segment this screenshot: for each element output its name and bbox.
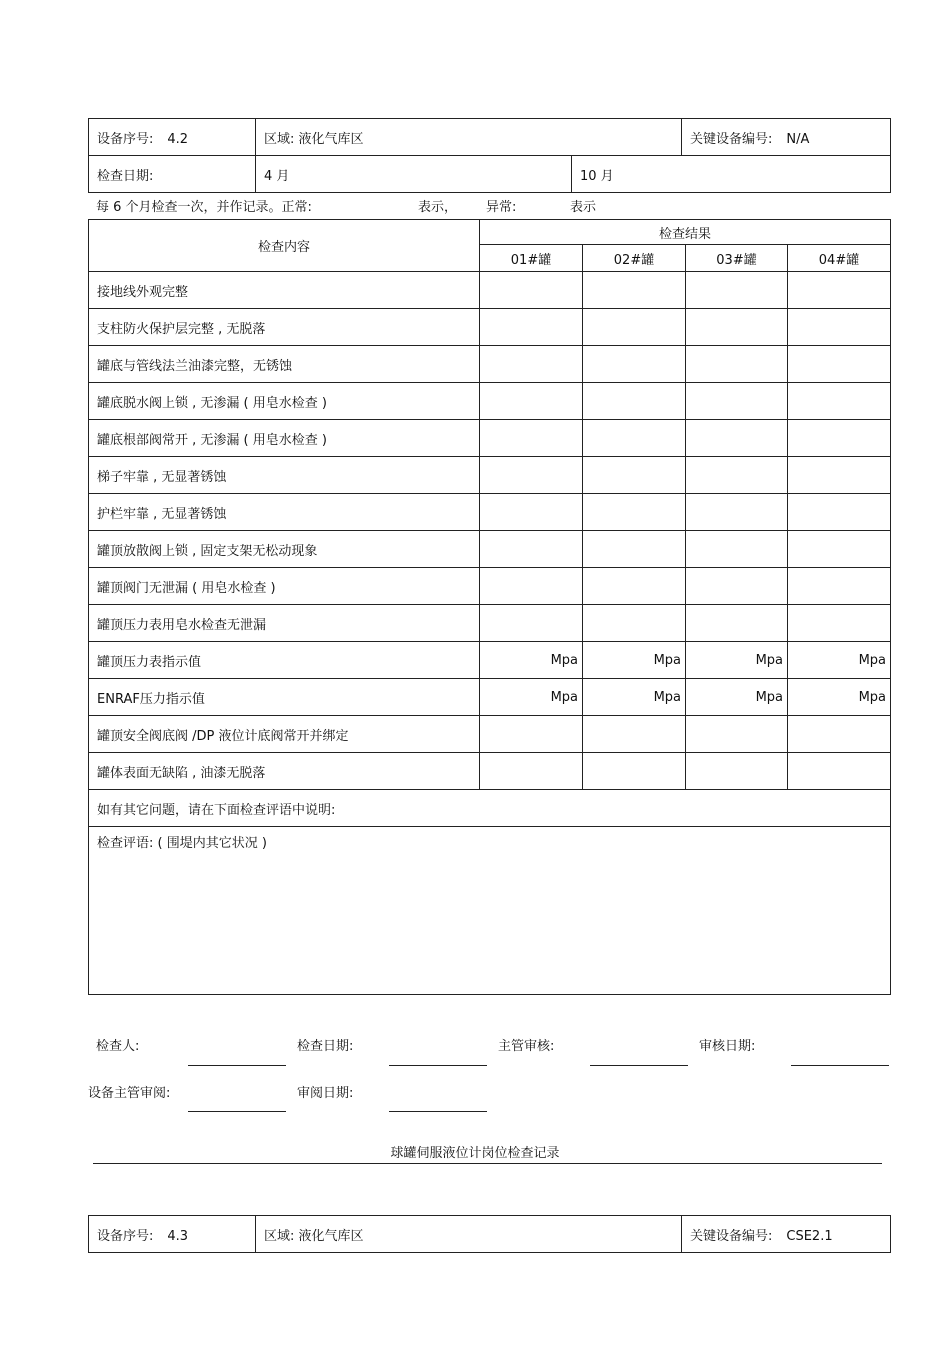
result-cell[interactable] bbox=[480, 605, 583, 642]
comments-label: 检查评语: ( 围堤内其它状况 ) bbox=[97, 836, 267, 851]
result-cell[interactable] bbox=[583, 346, 686, 383]
comments-box[interactable] bbox=[89, 827, 891, 995]
result-cell[interactable] bbox=[788, 716, 891, 753]
result-cell[interactable] bbox=[686, 494, 788, 531]
table-row bbox=[89, 679, 891, 716]
device-no-label: 设备序号: bbox=[97, 1228, 154, 1244]
check-item-label: 罐顶压力表指示值 bbox=[89, 642, 480, 679]
check-item-label: 护栏牢靠 , 无显著锈蚀 bbox=[89, 494, 480, 531]
inspect-date-line[interactable] bbox=[389, 1065, 487, 1066]
result-cell[interactable] bbox=[480, 420, 583, 457]
month-a-cell: 4 月 bbox=[256, 156, 572, 193]
check-item-label: 罐底根部阀常开 , 无渗漏 ( 用皂水检查 ) bbox=[89, 420, 480, 457]
result-cell[interactable]: Mpa bbox=[583, 679, 686, 716]
result-cell[interactable] bbox=[480, 494, 583, 531]
table-row bbox=[89, 457, 891, 494]
result-cell[interactable] bbox=[480, 346, 583, 383]
result-header: 检查结果 bbox=[480, 220, 891, 245]
table-row bbox=[89, 753, 891, 790]
form1-header-table bbox=[88, 118, 891, 193]
instruction-means-normal: 表示， bbox=[418, 200, 458, 215]
check-item-label: 支柱防火保护层完整 , 无脱落 bbox=[89, 309, 480, 346]
equipment-supervisor-line[interactable] bbox=[188, 1111, 286, 1112]
result-cell[interactable]: Mpa bbox=[480, 679, 583, 716]
supervisor-review-label: 主管审核: bbox=[498, 1039, 555, 1054]
result-cell[interactable] bbox=[583, 531, 686, 568]
check-item-label: 梯子牢靠 , 无显著锈蚀 bbox=[89, 457, 480, 494]
item-header: 检查内容 bbox=[89, 220, 480, 272]
check-item-label: 罐顶阀门无泄漏 ( 用皂水检查 ) bbox=[89, 568, 480, 605]
result-cell[interactable]: Mpa bbox=[788, 642, 891, 679]
section-title-rule bbox=[93, 1163, 882, 1164]
table-row bbox=[89, 383, 891, 420]
result-cell[interactable] bbox=[788, 420, 891, 457]
table-row bbox=[89, 642, 891, 679]
result-cell[interactable] bbox=[480, 568, 583, 605]
check-item-label: 罐底与管线法兰油漆完整，无锈蚀 bbox=[89, 346, 480, 383]
table-row bbox=[89, 420, 891, 457]
result-cell[interactable] bbox=[788, 346, 891, 383]
result-cell[interactable] bbox=[583, 383, 686, 420]
result-cell[interactable] bbox=[686, 716, 788, 753]
key-equipment-value: CSE2.1 bbox=[786, 1228, 833, 1244]
table-row bbox=[89, 716, 891, 753]
result-cell[interactable] bbox=[583, 605, 686, 642]
result-cell[interactable] bbox=[480, 457, 583, 494]
result-cell[interactable] bbox=[583, 716, 686, 753]
inspector-label: 检查人: bbox=[96, 1039, 140, 1054]
result-cell[interactable] bbox=[788, 494, 891, 531]
form2-header-table bbox=[88, 1215, 891, 1253]
result-cell[interactable] bbox=[583, 457, 686, 494]
check-item-label: 罐顶放散阀上锁 , 固定支架无松动现象 bbox=[89, 531, 480, 568]
device-no-cell bbox=[89, 119, 256, 156]
check-item-label: ENRAF压力指示值 bbox=[89, 679, 480, 716]
result-cell[interactable]: Mpa bbox=[480, 642, 583, 679]
table-row bbox=[89, 272, 891, 309]
result-cell[interactable] bbox=[686, 272, 788, 309]
result-cell[interactable] bbox=[583, 309, 686, 346]
read-date-line[interactable] bbox=[389, 1111, 487, 1112]
check-item-label: 罐体表面无缺陷 , 油漆无脱落 bbox=[89, 753, 480, 790]
result-cell[interactable] bbox=[686, 568, 788, 605]
device-no-value: 4.3 bbox=[167, 1228, 189, 1244]
supervisor-signature-line[interactable] bbox=[590, 1065, 688, 1066]
result-cell[interactable]: Mpa bbox=[686, 679, 788, 716]
result-cell[interactable] bbox=[686, 383, 788, 420]
table-row bbox=[89, 605, 891, 642]
result-cell[interactable] bbox=[480, 272, 583, 309]
result-cell[interactable]: Mpa bbox=[686, 642, 788, 679]
inspection-table bbox=[88, 219, 891, 995]
area-cell: 区域: 液化气库区 bbox=[256, 119, 682, 156]
result-cell[interactable] bbox=[788, 531, 891, 568]
result-cell[interactable] bbox=[686, 420, 788, 457]
key-equipment-label: 关键设备编号: bbox=[690, 131, 773, 147]
section-title: 球罐伺服液位计岗位检查记录 bbox=[390, 1146, 560, 1161]
result-cell[interactable] bbox=[788, 605, 891, 642]
result-cell[interactable] bbox=[788, 753, 891, 790]
device-no-value: 4.2 bbox=[167, 131, 189, 147]
check-date-label: 检查日期: bbox=[89, 156, 256, 193]
tank-header: 04#罐 bbox=[788, 245, 891, 272]
instruction-abnormal: 异常: bbox=[486, 200, 517, 215]
table-row bbox=[89, 309, 891, 346]
result-cell[interactable] bbox=[686, 531, 788, 568]
result-cell[interactable] bbox=[788, 272, 891, 309]
device-no-cell bbox=[89, 1216, 256, 1253]
result-cell[interactable] bbox=[583, 753, 686, 790]
key-equipment-label: 关键设备编号: bbox=[690, 1228, 773, 1244]
result-cell[interactable] bbox=[583, 420, 686, 457]
table-row bbox=[89, 568, 891, 605]
area-cell: 区域: 液化气库区 bbox=[256, 1216, 682, 1253]
inspector-signature-line[interactable] bbox=[188, 1065, 286, 1066]
result-cell[interactable] bbox=[686, 753, 788, 790]
instruction-frequency: 每 6 个月检查一次，并作记录。正常: bbox=[96, 200, 312, 215]
key-equipment-cell bbox=[682, 1216, 891, 1253]
result-cell[interactable] bbox=[583, 494, 686, 531]
result-cell[interactable] bbox=[583, 568, 686, 605]
instruction-means-abnormal: 表示 bbox=[570, 200, 597, 215]
check-item-label: 罐底脱水阀上锁 , 无渗漏 ( 用皂水检查 ) bbox=[89, 383, 480, 420]
check-item-label: 罐顶安全阀底阀 /DP 液位计底阀常开并绑定 bbox=[89, 716, 480, 753]
result-cell[interactable] bbox=[686, 346, 788, 383]
review-date-label: 审核日期: bbox=[699, 1039, 756, 1054]
table-row bbox=[89, 346, 891, 383]
read-date-label: 审阅日期: bbox=[297, 1086, 354, 1101]
result-cell[interactable] bbox=[583, 272, 686, 309]
result-cell[interactable] bbox=[788, 309, 891, 346]
result-cell[interactable]: Mpa bbox=[788, 679, 891, 716]
result-cell[interactable] bbox=[480, 383, 583, 420]
result-cell[interactable] bbox=[480, 309, 583, 346]
result-cell[interactable] bbox=[686, 457, 788, 494]
inspect-date-label: 检查日期: bbox=[297, 1039, 354, 1054]
result-cell[interactable] bbox=[686, 605, 788, 642]
key-equipment-value: N/A bbox=[786, 131, 810, 147]
result-cell[interactable] bbox=[480, 716, 583, 753]
month-b-cell: 10 月 bbox=[572, 156, 891, 193]
result-cell[interactable] bbox=[788, 457, 891, 494]
result-cell[interactable] bbox=[480, 531, 583, 568]
check-item-label: 罐顶压力表用皂水检查无泄漏 bbox=[89, 605, 480, 642]
result-cell[interactable]: Mpa bbox=[583, 642, 686, 679]
result-cell[interactable] bbox=[686, 309, 788, 346]
other-issues-note: 如有其它问题，请在下面检查评语中说明: bbox=[89, 790, 891, 827]
equipment-supervisor-label: 设备主管审阅: bbox=[88, 1086, 171, 1101]
device-no-label: 设备序号: bbox=[97, 131, 154, 147]
result-cell[interactable] bbox=[788, 568, 891, 605]
tank-header: 03#罐 bbox=[686, 245, 788, 272]
key-equipment-cell bbox=[682, 119, 891, 156]
result-cell[interactable] bbox=[480, 753, 583, 790]
tank-header: 02#罐 bbox=[583, 245, 686, 272]
review-date-line[interactable] bbox=[791, 1065, 889, 1066]
table-row bbox=[89, 531, 891, 568]
result-cell[interactable] bbox=[788, 383, 891, 420]
table-row bbox=[89, 494, 891, 531]
check-item-label: 接地线外观完整 bbox=[89, 272, 480, 309]
tank-header: 01#罐 bbox=[480, 245, 583, 272]
